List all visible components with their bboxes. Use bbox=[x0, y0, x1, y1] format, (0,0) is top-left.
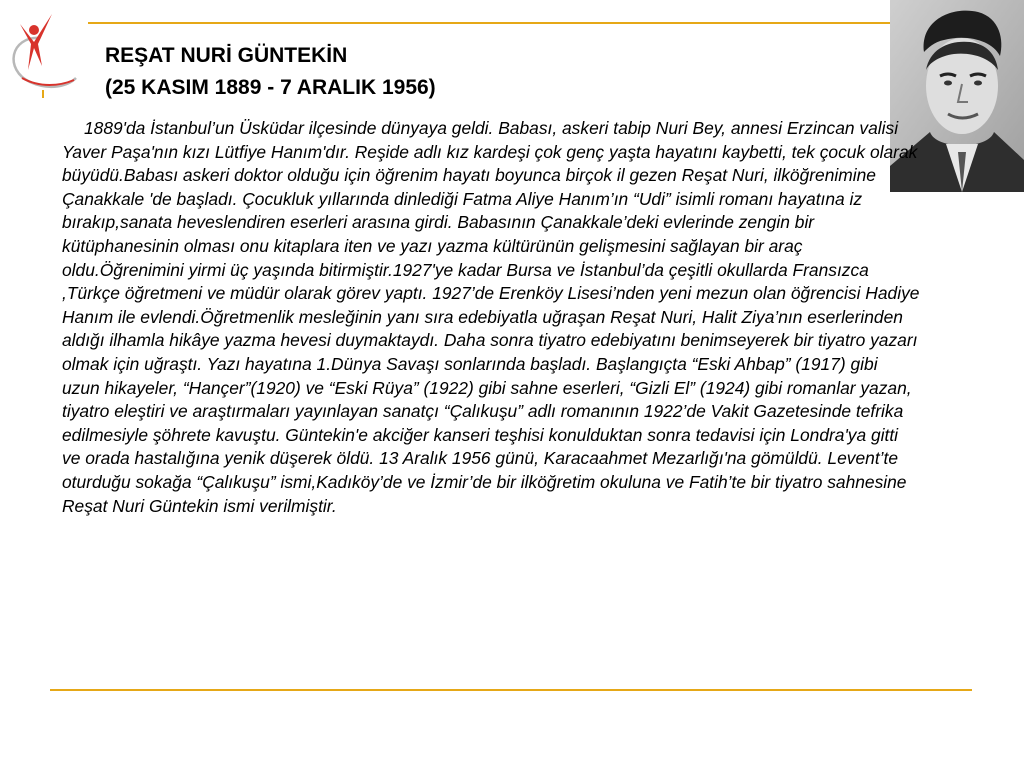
logo-icon bbox=[0, 8, 80, 98]
top-divider-line bbox=[88, 22, 890, 24]
title-name: REŞAT NURİ GÜNTEKİN bbox=[105, 44, 348, 67]
biography-text bbox=[62, 117, 920, 518]
page-title bbox=[105, 40, 436, 104]
title-dates: (25 KASIM 1889 - 7 ARALIK 1956) bbox=[105, 76, 436, 99]
biography-paragraph: 1889'da İstanbul’un Üsküdar ilçesinde dünyaya geldi. Babası, askeri tabip Nuri Bey, annesi Erzincan valisi Yaver Paşa'nın kızı Lütfiye Hanım'dır. Reşide adlı kız kardeşi çok genç yaşta hayatını kaybetti, tek çocuk olarak büyüdü.Babası askeri doktor olduğu için öğrenim hayatı boyunca birçok il gezen Reşat Nuri, ilköğrenimine Çanakkale 'de başladı. Çocukluk yıllarında dinlediği Fatma Aliye Hanım’ın “Udi” isimli romanı hayatına iz bırakıp,sanata heveslendiren eserleri arasına girdi. Babasının Çanakkale’deki evlerinde zengin bir kütüphanesinin olması onu kitaplara iten ve yazı yazma kültürünün gelişmesini sağlayan bir araç oldu.Öğrenimini yirmi üç yaşında bitirmiştir.1927'ye kadar Bursa ve İstanbul’da çeşitli okullarda Fransızca ,Türkçe öğretmeni ve müdür olarak görev yaptı. 1927’de Erenköy Lisesi’nden yeni mezun olan öğrencisi Hadiye Hanım ile evlendi.Öğretmenlik mesleğinin yanı sıra edebiyatla uğraşan Reşat Nuri, Halit Ziya’nın eserlerinden aldığı ilhamla hikâye yazma hevesi duymaktaydı. Daha sonra tiyatro edebiyatını benimseyerek bir tiyatro yazarı olmak için uğraştı. Yazı hayatına 1.Dünya Savaşı sonlarında başladı. Başlangıçta “Eski Ahbap” (1917) gibi uzun hikayeler, “Hançer”(1920) ve “Eski Rüya” (1922) gibi sahne eserleri, “Gizli El” (1924) gibi romanlar yazan, tiyatro eleştiri ve araştırmaları yayınlayan sanatçı “Çalıkuşu” adlı romanının 1922’de Vakit Gazetesinde tefrika edilmesiyle şöhrete kavuştu. Güntekin'e akciğer kanseri teşhisi konulduktan sonra tedavisi için Londra'ya gitti ve orada hastalığına yenik düşerek öldü. 13 Aralık 1956 günü, Karacaahmet Mezarlığı'na gömüldü. Levent’te oturduğu sokağa “Çalıkuşu” ismi,Kadıköy’de ve İzmir’de bir ilköğretim okuluna ve Fatih’te bir tiyatro sahnesine Reşat Nuri Güntekin ismi verilmiştir. bbox=[62, 118, 920, 516]
bottom-divider-line bbox=[50, 689, 972, 691]
